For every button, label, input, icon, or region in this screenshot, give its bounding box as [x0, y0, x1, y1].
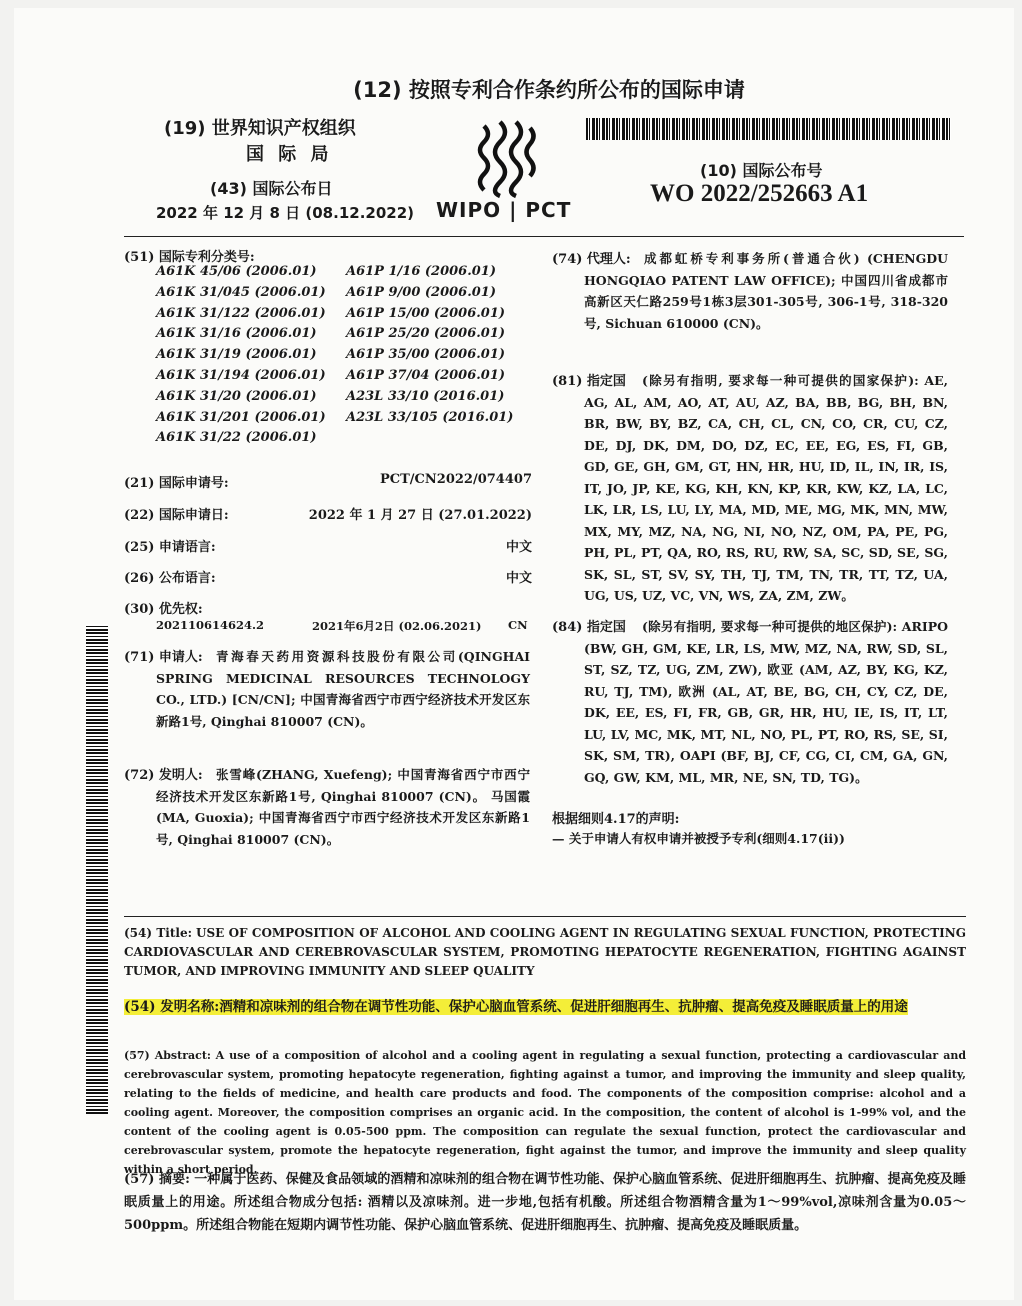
document-title: (12) 按照专利合作条约所公布的国际申请: [353, 78, 745, 102]
bottom-divider: [124, 916, 966, 917]
filing-language-label: (25) 申请语言:: [124, 540, 216, 555]
ipc-code-right: A61P 15/00 (2006.01): [346, 305, 506, 321]
header-divider: [124, 236, 964, 237]
publication-language: 中文: [505, 571, 532, 586]
ipc-code-right: A61P 9/00 (2006.01): [346, 284, 496, 300]
application-number: PCT/CN2022/074407: [380, 472, 532, 487]
ipc-row: [156, 262, 516, 283]
ipc-code-right: A61P 35/00 (2006.01): [346, 347, 506, 363]
document-page: [14, 8, 1014, 1300]
ipc-code-right: A61P 25/20 (2006.01): [346, 326, 506, 342]
filing-date-label: (22) 国际申请日:: [124, 508, 229, 523]
ipc-code-left: A61K 31/201 (2006.01): [156, 409, 326, 425]
ipc-code-left: A61K 31/20 (2006.01): [156, 388, 317, 404]
filing-language: 中文: [505, 540, 532, 555]
publication-date-label: (43) 国际公布日: [210, 179, 333, 198]
abstract-chinese-text: 一种属于医药、保健及食品领域的酒精和凉味剂的组合物在调节性功能、保护心脑血管系统、促进肝细胞再生、抗肿瘤、提高免疫及睡眠质量上的用途。所述组合物成分包括: 酒精以及凉味剂。进一步地,包括有机酸。所述组合物酒精含量为1～99%vol,凉味剂含量为0.05～500ppm。所述组合物能在短期内调节性功能、保护心脑血管系统、促进肝细胞再生、抗肿瘤、提高免疫及睡眠质量。: [124, 1172, 966, 1233]
designated-states-national: (除另有指明, 要求每一种可提供的国家保护): AE, AG, AL, AM, AO, AT, AU, AZ, BA, BB, BG, BH, BN, BR, BW, BY, BZ, CA, CH, CL, CN, CO, CR, CU, CZ, DE, DJ, DK, DM, DO, DZ, EC, EE, EG, ES, FI, GB, GD, GE, GH, GM, GT, HN, HR, HU, ID, IL, IN, IR, IS, IT, JO, JP, KE, KG, KH, KN, KP, KR, KW, KZ, LA, LC, LK, LR, LS, LU, LY, MA, MD, ME, MG, MK, MN, MW, MX, MY, MZ, NA, NG, NI, NO, NZ, OM, PA, PE, PG, PH, PL, PT, QA, RO, RS, RU, RW, SA, SC, SD, SE, SG, SK, SL, ST, SV, SY, TH, TJ, TM, TN, TR, TT, TZ, UA, UG, US, UZ, VC, VN, WS, ZA, ZM, ZW。: [584, 373, 948, 603]
organization-bureau: 国 际 局: [246, 144, 333, 165]
title-chinese-text: 酒精和凉味剂的组合物在调节性功能、保护心脑血管系统、促进肝细胞再生、抗肿瘤、提高免疫及睡眠质量上的用途: [219, 999, 908, 1015]
ipc-code-right: A61P 37/04 (2006.01): [346, 367, 506, 383]
abstract-english: [124, 1046, 966, 1179]
priority-date: 2021年6月2日 (02.06.2021): [312, 619, 482, 633]
ipc-row: [156, 283, 516, 304]
organization-name: (19) 世界知识产权组织: [164, 118, 356, 139]
abstract-english-label: (57) Abstract:: [124, 1049, 211, 1062]
ipc-row: [156, 366, 516, 387]
wipo-pct-logo-text: WIPO | PCT: [436, 198, 572, 222]
publication-number-label: (10) 国际公布号: [700, 161, 823, 180]
title-english-text: USE OF COMPOSITION OF ALCOHOL AND COOLING AGENT IN REGULATING SEXUAL FUNCTION, PROTECTING CARDIOVASCULAR AND CEREBROVASCULAR SYSTEM, PROMOTING HEPATOCYTE REGENERATION, FIGHTING AGAINST TUMOR, AND IMPROVING IMMUNITY AND SLEEP QUALITY: [124, 926, 966, 978]
priority-number: 202110614624.2: [156, 618, 265, 632]
application-number-label: (21) 国际申请号:: [124, 476, 229, 491]
priority-country: CN: [508, 618, 528, 632]
applicant-details: 青海春天药用资源科技股份有限公司(QINGHAI SPRING MEDICINAL RESOURCES TECHNOLOGY CO., LTD.) [CN/CN]; 中国青海省西宁市西宁经济技术开发区东新路1号, Qinghai 810007 (CN)。: [156, 649, 530, 729]
ipc-code-left: A61K 45/06 (2006.01): [156, 264, 317, 279]
publication-language-label: (26) 公布语言:: [124, 571, 216, 586]
ipc-label: (51) 国际专利分类号:: [124, 250, 255, 265]
filing-date: 2022 年 1 月 27 日 (27.01.2022): [308, 508, 532, 523]
publication-number: WO 2022/252663 A1: [650, 180, 869, 207]
ipc-row: [156, 387, 516, 408]
declaration-label: 根据细则4.17的声明:: [552, 812, 680, 827]
ipc-code-right: A61P 1/16 (2006.01): [346, 264, 496, 279]
declaration-text: — 关于申请人有权申请并被授予专利(细则4.17(ii)): [552, 831, 845, 846]
barcode-image: [586, 118, 951, 140]
ipc-row: [156, 324, 516, 345]
ipc-code-right: A23L 33/105 (2016.01): [346, 409, 514, 425]
ipc-row: [156, 428, 516, 449]
ipc-code-left: A61K 31/22 (2006.01): [156, 430, 317, 446]
agent-details: 成都虹桥专利事务所(普通合伙) (CHENGDU HONGQIAO PATENT LAW OFFICE); 中国四川省成都市高新区天仁路259号1栋3层301-305号, 306-1号, 318-320号, Sichuan 610000 (CN)。: [584, 251, 948, 331]
ipc-code-left: A61K 31/122 (2006.01): [156, 305, 326, 321]
title-chinese-label: (54) 发明名称:: [124, 999, 220, 1015]
ipc-classification-list: [156, 262, 516, 449]
ipc-code-right: A23L 33/10 (2016.01): [346, 388, 505, 404]
ipc-code-left: A61K 31/194 (2006.01): [156, 367, 326, 383]
applicant-label: (71) 申请人:: [124, 650, 203, 665]
title-chinese: [124, 996, 966, 1018]
inventor-label: (72) 发明人:: [124, 768, 203, 783]
wipo-globe-logo: [454, 118, 554, 200]
publication-date: 2022 年 12 月 8 日 (08.12.2022): [156, 204, 414, 222]
abstract-english-text: A use of a composition of alcohol and a cooling agent in regulating a sexual function, protecting a cardiovascular and cerebrovascular system, promoting hepatocyte regeneration, fighting against a tumor, and improving the immunity and sleep quality, relating to the fields of medicine, and health care products and food. The components of the composition comprise: alcohol and a cooling agent. Moreover, the composition comprises an organic acid. In the composition, the content of alcohol is 1-99% vol, and the content of the cooling agent is 0.05-500 ppm. The composition can regulate the sexual function, protect the cardiovascular and cerebrovascular system, promote the hepatocyte regeneration, fight against the tumor, and improve the immunity and sleep quality within a short period.: [124, 1049, 967, 1176]
ipc-row: [156, 408, 516, 429]
vertical-barcode: [86, 624, 108, 1114]
designated-states-national-label: (81) 指定国: [552, 374, 626, 389]
title-english: [124, 924, 966, 981]
designated-states-regional: (除另有指明, 要求每一种可提供的地区保护): ARIPO (BW, GH, GM, KE, LR, LS, MW, MZ, NA, RW, SD, SL, ST, SZ, TZ, UG, ZM, ZW), 欧亚 (AM, AZ, BY, KG, KZ, RU, TJ, TM), 欧洲 (AL, AT, BE, BG, CH, CY, CZ, DE, DK, EE, ES, FI, FR, GB, GR, HR, HU, IE, IS, IT, LT, LU, LV, MC, MK, MT, NL, NO, PL, PT, RO, RS, SE, SI, SK, SM, TR), OAPI (BF, BJ, CF, CG, CI, CM, GA, GN, GQ, GW, KM, ML, MR, NE, SN, TD, TG)。: [584, 619, 948, 785]
abstract-chinese-label: (57) 摘要:: [124, 1172, 190, 1187]
title-english-label: (54) Title:: [124, 926, 193, 940]
ipc-code-left: A61K 31/16 (2006.01): [156, 326, 317, 342]
ipc-row: [156, 304, 516, 325]
ipc-row: [156, 345, 516, 366]
priority-label: (30) 优先权:: [124, 602, 203, 617]
designated-states-regional-label: (84) 指定国: [552, 620, 626, 635]
inventor-details: 张雪峰(ZHANG, Xuefeng); 中国青海省西宁市西宁经济技术开发区东新路1号, Qinghai 810007 (CN)。 马国霞(MA, Guoxia); 中国青海省西宁市西宁经济技术开发区东新路1号, Qinghai 810007 (CN)。: [156, 767, 530, 847]
abstract-chinese: [124, 1168, 966, 1237]
ipc-code-left: A61K 31/19 (2006.01): [156, 347, 317, 363]
ipc-code-left: A61K 31/045 (2006.01): [156, 284, 326, 300]
agent-label: (74) 代理人:: [552, 252, 631, 267]
